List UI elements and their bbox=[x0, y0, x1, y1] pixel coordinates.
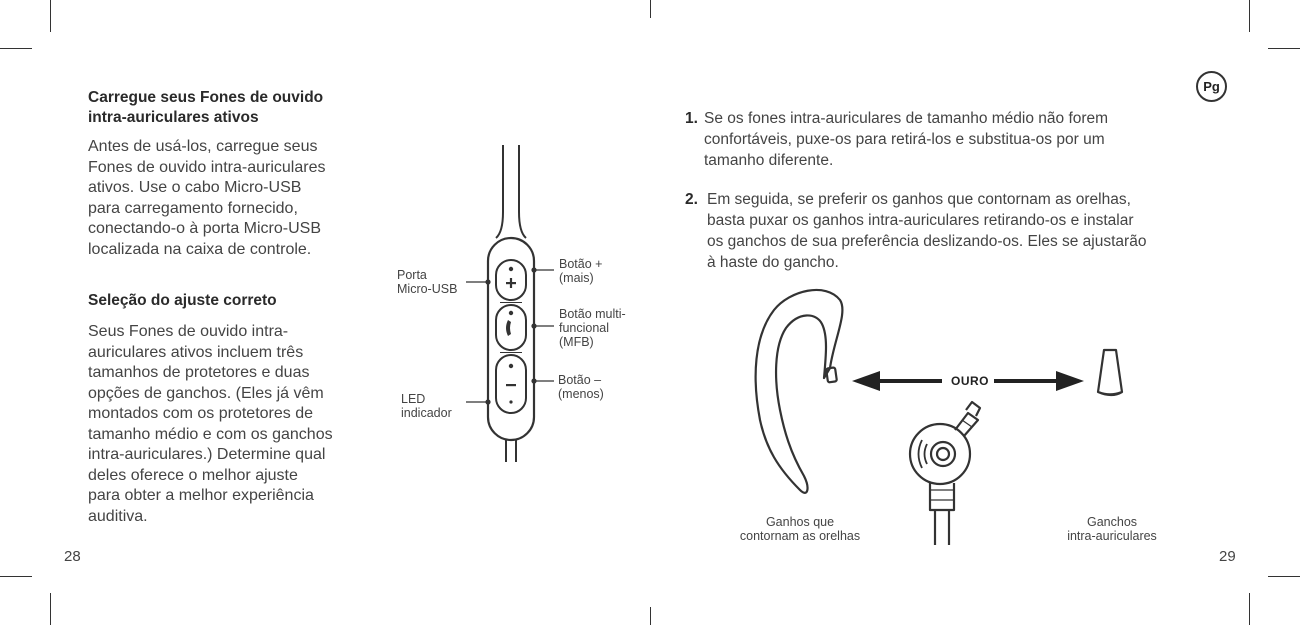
step-text: Em seguida, se preferir os ganhos que contornam as orelhas, basta puxar os ganhos intra-auriculares retirando-os e instalar os ganchos de sua preferência deslizando-os. Eles se ajustarão à haste do gancho. bbox=[707, 191, 1147, 271]
page-number-left: 28 bbox=[64, 548, 81, 565]
section-body-charge: Antes de usá-los, carregue seus Fones de ouvido intra-auriculares ativos. Use o cabo Micro-USB para carregamento fornecido, conectando-o à porta Micro-USB localizada na caixa de controle. bbox=[88, 138, 326, 258]
caption-in-ear-hooks: Ganchos intra-auriculares bbox=[1067, 515, 1157, 543]
label-led-indicator: LED indicador bbox=[401, 392, 452, 420]
step-number: 1. bbox=[685, 110, 698, 127]
label-plus-button: Botão + (mais) bbox=[559, 257, 603, 285]
arrow-label: OURO bbox=[951, 374, 989, 388]
label-minus-button: Botão – (menos) bbox=[558, 373, 604, 401]
section-heading-fit: Seleção do ajuste correto bbox=[88, 292, 277, 309]
label-micro-usb-port: Porta Micro-USB bbox=[397, 268, 458, 296]
section-body-fit: Seus Fones de ouvido intra- auriculares ativos incluem três tamanhos de protetores e duas opções de ganchos. (Eles já vêm montados com os protetores de tamanho médio e com os ganchos intra-auriculares.) Determine qual deles oferece o melhor ajuste para obter a melhor experiência auditiva. bbox=[88, 323, 333, 525]
section-heading-charge: Carregue seus Fones de ouvido intra-auriculares ativos bbox=[88, 89, 324, 126]
caption-over-ear-hooks: Ganhos que contornam as orelhas bbox=[739, 515, 861, 543]
label-mfb-button: Botão multi- funcional (MFB) bbox=[559, 307, 626, 349]
step-text: Se os fones intra-auriculares de tamanho médio não forem confortáveis, puxe-os para retirá-los e substitua-os por um tamanho diferente. bbox=[704, 110, 1109, 169]
page-number-right: 29 bbox=[1219, 548, 1236, 565]
product-badge: Pg bbox=[1196, 71, 1227, 102]
step-number: 2. bbox=[685, 191, 698, 208]
